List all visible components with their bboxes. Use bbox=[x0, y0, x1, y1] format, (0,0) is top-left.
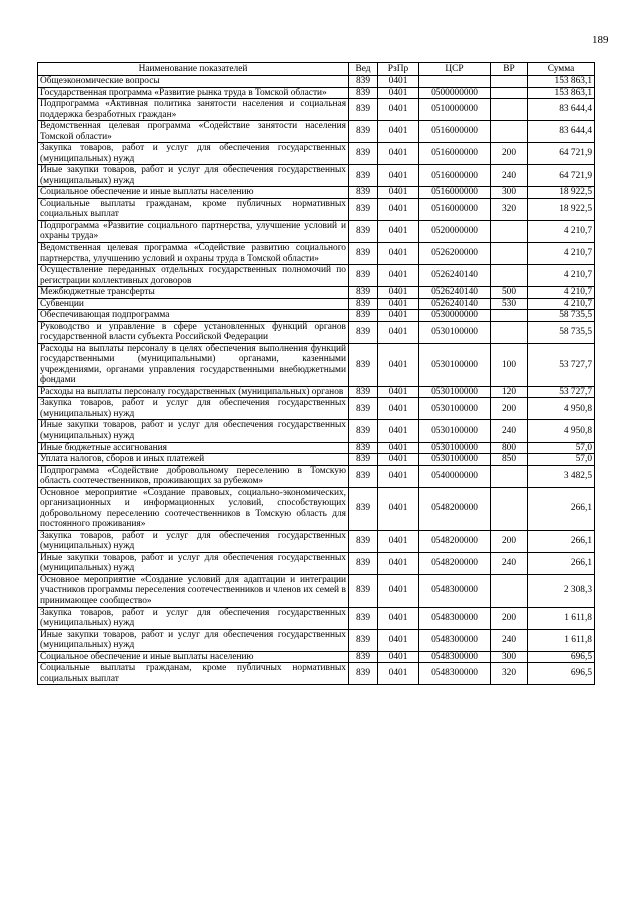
table-cell-rzpr: 0401 bbox=[378, 76, 419, 88]
table-cell-sum: 83 644,4 bbox=[528, 121, 595, 143]
table-cell-csr bbox=[419, 76, 491, 88]
table-cell-vr bbox=[491, 487, 528, 530]
table-cell-ved: 839 bbox=[349, 87, 378, 99]
table-cell-ved: 839 bbox=[349, 663, 378, 685]
table-cell-rzpr: 0401 bbox=[378, 465, 419, 487]
table-cell-rzpr: 0401 bbox=[378, 629, 419, 651]
table-cell-name: Государственная программа «Развитие рынка труда в Томской области» bbox=[38, 87, 349, 99]
table-row bbox=[38, 310, 595, 322]
table-cell-ved: 839 bbox=[349, 442, 378, 454]
table-cell-vr: 240 bbox=[491, 629, 528, 651]
table-cell-ved: 839 bbox=[349, 487, 378, 530]
table-cell-name: Иные закупки товаров, работ и услуг для обеспечения государственных (муниципальных) нужд bbox=[38, 420, 349, 442]
table-cell-sum: 696,5 bbox=[528, 663, 595, 685]
table-cell-rzpr: 0401 bbox=[378, 99, 419, 121]
table-cell-ved: 839 bbox=[349, 187, 378, 199]
table-cell-rzpr: 0401 bbox=[378, 343, 419, 386]
table-row bbox=[38, 651, 595, 663]
page-number: 189 bbox=[592, 34, 609, 46]
table-cell-name: Иные закупки товаров, работ и услуг для обеспечения государственных (муниципальных) нужд bbox=[38, 629, 349, 651]
table-cell-vr: 240 bbox=[491, 165, 528, 187]
table-cell-rzpr: 0401 bbox=[378, 310, 419, 322]
table-cell-ved: 839 bbox=[349, 607, 378, 629]
table-cell-sum: 266,1 bbox=[528, 552, 595, 574]
table-cell-sum: 64 721,9 bbox=[528, 165, 595, 187]
table-row bbox=[38, 321, 595, 343]
table-cell-vr: 300 bbox=[491, 651, 528, 663]
table-cell-sum: 4 950,8 bbox=[528, 420, 595, 442]
table-cell-sum: 18 922,5 bbox=[528, 187, 595, 199]
table-cell-rzpr: 0401 bbox=[378, 663, 419, 685]
table-cell-vr bbox=[491, 76, 528, 88]
table-cell-rzpr: 0401 bbox=[378, 321, 419, 343]
table-cell-csr: 0548200000 bbox=[419, 487, 491, 530]
table-body bbox=[38, 76, 595, 685]
table-cell-sum: 64 721,9 bbox=[528, 143, 595, 165]
table-cell-name: Руководство и управление в сфере установленных функций органов государственной власти субъекта Российской Федерации bbox=[38, 321, 349, 343]
table-cell-sum: 4 950,8 bbox=[528, 398, 595, 420]
table-cell-csr: 0548300000 bbox=[419, 663, 491, 685]
table-cell-csr: 0516000000 bbox=[419, 198, 491, 220]
table-cell-ved: 839 bbox=[349, 99, 378, 121]
header-csr: ЦСР bbox=[419, 63, 491, 76]
table-cell-vr: 200 bbox=[491, 398, 528, 420]
table-cell-vr: 240 bbox=[491, 552, 528, 574]
header-ved: Вед bbox=[349, 63, 378, 76]
table-cell-rzpr: 0401 bbox=[378, 87, 419, 99]
table-cell-rzpr: 0401 bbox=[378, 607, 419, 629]
table-cell-name: Межбюджетные трансферты bbox=[38, 287, 349, 299]
table-cell-vr: 320 bbox=[491, 663, 528, 685]
table-cell-sum: 57,0 bbox=[528, 454, 595, 466]
table-cell-name: Подпрограмма «Развитие социального партнерства, улучшение условий и охраны труда» bbox=[38, 220, 349, 242]
table-cell-vr: 120 bbox=[491, 386, 528, 398]
table-row bbox=[38, 187, 595, 199]
table-cell-csr: 0516000000 bbox=[419, 165, 491, 187]
table-cell-rzpr: 0401 bbox=[378, 651, 419, 663]
header-rzpr: РзПр bbox=[378, 63, 419, 76]
table-cell-name: Ведомственная целевая программа «Содействие занятости населения Томской области» bbox=[38, 121, 349, 143]
table-cell-ved: 839 bbox=[349, 420, 378, 442]
table-cell-ved: 839 bbox=[349, 220, 378, 242]
header-name: Наименование показателей bbox=[38, 63, 349, 76]
table-cell-name: Иные бюджетные ассигнования bbox=[38, 442, 349, 454]
table-cell-csr: 0548300000 bbox=[419, 607, 491, 629]
table-cell-vr bbox=[491, 310, 528, 322]
table-cell-name: Иные закупки товаров, работ и услуг для обеспечения государственных (муниципальных) нужд bbox=[38, 552, 349, 574]
table-cell-csr: 0530100000 bbox=[419, 321, 491, 343]
table-header-row bbox=[38, 63, 595, 76]
table-cell-vr: 100 bbox=[491, 343, 528, 386]
table-cell-ved: 839 bbox=[349, 287, 378, 299]
table-cell-name: Обеспечивающая подпрограмма bbox=[38, 310, 349, 322]
table-cell-sum: 1 611,8 bbox=[528, 607, 595, 629]
table-cell-vr bbox=[491, 465, 528, 487]
table-cell-sum: 58 735,5 bbox=[528, 321, 595, 343]
table-cell-ved: 839 bbox=[349, 321, 378, 343]
table-cell-rzpr: 0401 bbox=[378, 265, 419, 287]
table-cell-ved: 839 bbox=[349, 310, 378, 322]
table-cell-vr: 320 bbox=[491, 198, 528, 220]
table-cell-name: Социальное обеспечение и иные выплаты населению bbox=[38, 651, 349, 663]
budget-table bbox=[37, 62, 595, 685]
table-row bbox=[38, 487, 595, 530]
table-cell-sum: 53 727,7 bbox=[528, 343, 595, 386]
table-cell-rzpr: 0401 bbox=[378, 386, 419, 398]
table-row bbox=[38, 287, 595, 299]
table-cell-name: Общеэкономические вопросы bbox=[38, 76, 349, 88]
table-row bbox=[38, 454, 595, 466]
table-cell-sum: 696,5 bbox=[528, 651, 595, 663]
table-cell-ved: 839 bbox=[349, 143, 378, 165]
table-cell-name: Иные закупки товаров, работ и услуг для обеспечения государственных (муниципальных) нужд bbox=[38, 165, 349, 187]
table-cell-vr: 200 bbox=[491, 143, 528, 165]
table-cell-ved: 839 bbox=[349, 265, 378, 287]
table-cell-name: Социальные выплаты гражданам, кроме публичных нормативных социальных выплат bbox=[38, 663, 349, 685]
table-cell-vr bbox=[491, 121, 528, 143]
table-cell-sum: 4 210,7 bbox=[528, 287, 595, 299]
table-row bbox=[38, 386, 595, 398]
table-row bbox=[38, 552, 595, 574]
table-cell-name: Подпрограмма «Содействие добровольному переселению в Томскую область соотечественников, проживающих за рубежом» bbox=[38, 465, 349, 487]
table-cell-vr: 200 bbox=[491, 607, 528, 629]
table-row bbox=[38, 574, 595, 607]
table-cell-ved: 839 bbox=[349, 198, 378, 220]
table-row bbox=[38, 220, 595, 242]
table-cell-name: Подпрограмма «Активная политика занятости населения и социальная поддержка безработных граждан» bbox=[38, 99, 349, 121]
table-cell-csr: 0516000000 bbox=[419, 143, 491, 165]
table-cell-ved: 839 bbox=[349, 386, 378, 398]
table-cell-rzpr: 0401 bbox=[378, 398, 419, 420]
table-cell-ved: 839 bbox=[349, 298, 378, 310]
table-cell-rzpr: 0401 bbox=[378, 198, 419, 220]
table-row bbox=[38, 420, 595, 442]
table-cell-vr: 200 bbox=[491, 530, 528, 552]
table-row bbox=[38, 629, 595, 651]
table-row bbox=[38, 76, 595, 88]
table-cell-csr: 0520000000 bbox=[419, 220, 491, 242]
table-cell-csr: 0516000000 bbox=[419, 187, 491, 199]
table-cell-rzpr: 0401 bbox=[378, 442, 419, 454]
table-cell-name: Социальные выплаты гражданам, кроме публичных нормативных социальных выплат bbox=[38, 198, 349, 220]
table-cell-name: Основное мероприятие «Создание правовых, социально-экономических, организационных и информационных условий, способствующих добровольному переселению соотечественников в Томскую область для постоянного проживания» bbox=[38, 487, 349, 530]
table-cell-vr: 530 bbox=[491, 298, 528, 310]
table-cell-ved: 839 bbox=[349, 76, 378, 88]
table-cell-csr: 0548300000 bbox=[419, 651, 491, 663]
table-cell-name: Расходы на выплаты персоналу государственных (муниципальных) органов bbox=[38, 386, 349, 398]
table-cell-ved: 839 bbox=[349, 651, 378, 663]
table-row bbox=[38, 607, 595, 629]
table-cell-rzpr: 0401 bbox=[378, 574, 419, 607]
table-cell-csr: 0526240140 bbox=[419, 287, 491, 299]
table-cell-vr bbox=[491, 321, 528, 343]
table-cell-csr: 0530100000 bbox=[419, 386, 491, 398]
table-cell-rzpr: 0401 bbox=[378, 454, 419, 466]
table-row bbox=[38, 242, 595, 264]
table-cell-vr bbox=[491, 242, 528, 264]
table-cell-ved: 839 bbox=[349, 574, 378, 607]
table-row bbox=[38, 265, 595, 287]
table-cell-vr: 240 bbox=[491, 420, 528, 442]
table-cell-sum: 18 922,5 bbox=[528, 198, 595, 220]
table-cell-rzpr: 0401 bbox=[378, 220, 419, 242]
table-cell-ved: 839 bbox=[349, 242, 378, 264]
table-row bbox=[38, 398, 595, 420]
table-cell-ved: 839 bbox=[349, 398, 378, 420]
table-cell-csr: 0500000000 bbox=[419, 87, 491, 99]
table-cell-csr: 0526240140 bbox=[419, 265, 491, 287]
table-cell-rzpr: 0401 bbox=[378, 187, 419, 199]
table-cell-ved: 839 bbox=[349, 629, 378, 651]
table-row bbox=[38, 663, 595, 685]
table-cell-rzpr: 0401 bbox=[378, 143, 419, 165]
table-cell-csr: 0530100000 bbox=[419, 343, 491, 386]
table-row bbox=[38, 298, 595, 310]
table-cell-csr: 0516000000 bbox=[419, 121, 491, 143]
table-cell-rzpr: 0401 bbox=[378, 165, 419, 187]
table-row bbox=[38, 165, 595, 187]
table-cell-vr: 800 bbox=[491, 442, 528, 454]
table-cell-name: Закупка товаров, работ и услуг для обеспечения государственных (муниципальных) нужд bbox=[38, 143, 349, 165]
table-row bbox=[38, 343, 595, 386]
table-cell-sum: 266,1 bbox=[528, 487, 595, 530]
table-row bbox=[38, 442, 595, 454]
table-row bbox=[38, 87, 595, 99]
table-cell-vr: 500 bbox=[491, 287, 528, 299]
table-cell-sum: 153 863,1 bbox=[528, 76, 595, 88]
table-cell-vr bbox=[491, 220, 528, 242]
table-cell-csr: 0530100000 bbox=[419, 420, 491, 442]
table-cell-ved: 839 bbox=[349, 552, 378, 574]
table-cell-csr: 0530100000 bbox=[419, 398, 491, 420]
table-cell-rzpr: 0401 bbox=[378, 487, 419, 530]
table-cell-sum: 4 210,7 bbox=[528, 298, 595, 310]
table-cell-sum: 53 727,7 bbox=[528, 386, 595, 398]
table-cell-rzpr: 0401 bbox=[378, 287, 419, 299]
table-cell-rzpr: 0401 bbox=[378, 552, 419, 574]
header-sum: Сумма bbox=[528, 63, 595, 76]
table-cell-csr: 0530100000 bbox=[419, 442, 491, 454]
table-cell-name: Закупка товаров, работ и услуг для обеспечения государственных (муниципальных) нужд bbox=[38, 607, 349, 629]
table-cell-name: Расходы на выплаты персоналу в целях обеспечения выполнения функций государственными (муниципальными) органами, казенными учреждениями, органами управления государственными внебюджетными фондами bbox=[38, 343, 349, 386]
table-cell-name: Основное мероприятие «Создание условий для адаптации и интеграции участников программы переселения соотечественников и членов их семей в принимающее сообщество» bbox=[38, 574, 349, 607]
header-vr: ВР bbox=[491, 63, 528, 76]
table-row bbox=[38, 465, 595, 487]
table-cell-sum: 2 308,3 bbox=[528, 574, 595, 607]
table-cell-sum: 4 210,7 bbox=[528, 242, 595, 264]
table-cell-name: Осуществление переданных отдельных государственных полномочий по регистрации коллективных договоров bbox=[38, 265, 349, 287]
table-cell-vr bbox=[491, 99, 528, 121]
table-cell-vr: 300 bbox=[491, 187, 528, 199]
table-row bbox=[38, 530, 595, 552]
table-cell-sum: 153 863,1 bbox=[528, 87, 595, 99]
table-cell-sum: 1 611,8 bbox=[528, 629, 595, 651]
table-cell-vr: 850 bbox=[491, 454, 528, 466]
table-row bbox=[38, 99, 595, 121]
table-cell-sum: 3 482,5 bbox=[528, 465, 595, 487]
table-cell-name: Уплата налогов, сборов и иных платежей bbox=[38, 454, 349, 466]
table-cell-csr: 0540000000 bbox=[419, 465, 491, 487]
table-cell-rzpr: 0401 bbox=[378, 242, 419, 264]
table-row bbox=[38, 121, 595, 143]
table-cell-rzpr: 0401 bbox=[378, 121, 419, 143]
table-cell-csr: 0548300000 bbox=[419, 629, 491, 651]
table-cell-vr bbox=[491, 87, 528, 99]
table-cell-sum: 4 210,7 bbox=[528, 265, 595, 287]
table-cell-csr: 0510000000 bbox=[419, 99, 491, 121]
table-cell-rzpr: 0401 bbox=[378, 420, 419, 442]
table-cell-sum: 83 644,4 bbox=[528, 99, 595, 121]
table-cell-csr: 0526240140 bbox=[419, 298, 491, 310]
table-cell-csr: 0526200000 bbox=[419, 242, 491, 264]
table-cell-csr: 0530000000 bbox=[419, 310, 491, 322]
table-cell-name: Ведомственная целевая программа «Содействие развитию социального партнерства, улучшению условий и охраны труда в Томской области» bbox=[38, 242, 349, 264]
table-cell-sum: 58 735,5 bbox=[528, 310, 595, 322]
table-cell-csr: 0548300000 bbox=[419, 574, 491, 607]
table-cell-ved: 839 bbox=[349, 530, 378, 552]
table-cell-ved: 839 bbox=[349, 165, 378, 187]
table-cell-name: Закупка товаров, работ и услуг для обеспечения государственных (муниципальных) нужд bbox=[38, 398, 349, 420]
table-cell-name: Субвенции bbox=[38, 298, 349, 310]
table-cell-ved: 839 bbox=[349, 121, 378, 143]
table-cell-name: Социальное обеспечение и иные выплаты населению bbox=[38, 187, 349, 199]
table-cell-ved: 839 bbox=[349, 465, 378, 487]
table-cell-rzpr: 0401 bbox=[378, 298, 419, 310]
table-cell-ved: 839 bbox=[349, 343, 378, 386]
table-cell-sum: 57,0 bbox=[528, 442, 595, 454]
table-cell-csr: 0548200000 bbox=[419, 552, 491, 574]
table-cell-name: Закупка товаров, работ и услуг для обеспечения государственных (муниципальных) нужд bbox=[38, 530, 349, 552]
table-cell-vr bbox=[491, 265, 528, 287]
table-cell-csr: 0548200000 bbox=[419, 530, 491, 552]
table-row bbox=[38, 198, 595, 220]
table-row bbox=[38, 143, 595, 165]
table-cell-vr bbox=[491, 574, 528, 607]
table-cell-csr: 0530100000 bbox=[419, 454, 491, 466]
table-cell-rzpr: 0401 bbox=[378, 530, 419, 552]
table-cell-sum: 4 210,7 bbox=[528, 220, 595, 242]
table-cell-sum: 266,1 bbox=[528, 530, 595, 552]
table-cell-ved: 839 bbox=[349, 454, 378, 466]
